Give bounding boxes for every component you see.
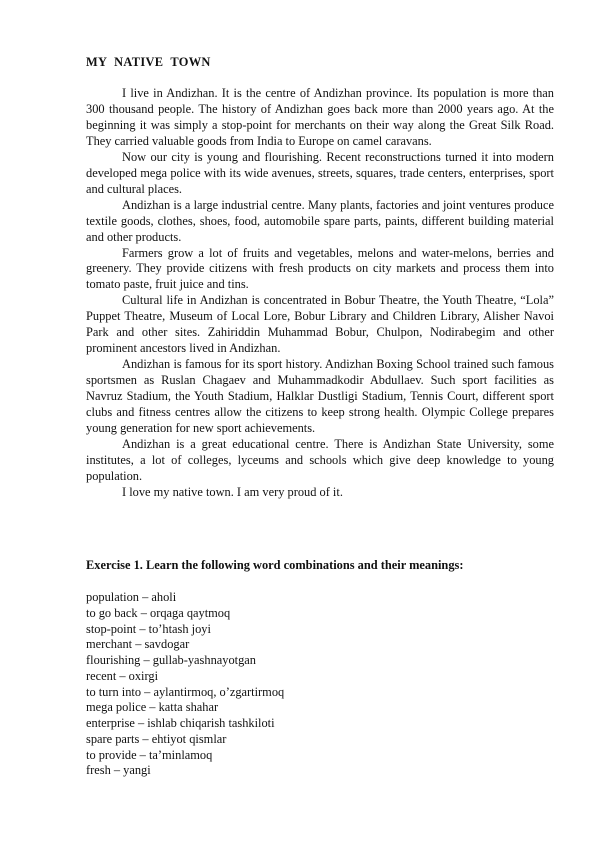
vocabulary-item: population – aholi: [86, 590, 177, 604]
vocabulary-item: spare parts – ehtiyot qismlar: [86, 731, 227, 746]
vocabulary-item: enterprise – ishlab chiqarish tashkiloti: [86, 716, 275, 730]
paragraph: Cultural life in Andizhan is concentrated in Bobur Theatre, the Youth Theatre, “Lola” Puppet Theatre, Museum of Local Lore, Bobur Library and Children Library, Alisher Navoi Park and other sites. Zahiriddin Muhammad Bobur, Chulpon, Nodirabegim and other prominent ancestors lived in Andizhan.: [86, 293, 554, 356]
paragraph: Now our city is young and flourishing. Recent reconstructions turned it into modern developed mega police with its wide avenues, streets, squares, trade centers, enterprises, sport and cultural places.: [86, 149, 554, 196]
paragraph: Andizhan is a great educational centre. There is Andizhan State University, some institutes, a lot of colleges, lyceums and schools which give deep knowledge to young population.: [86, 436, 554, 483]
vocabulary-item: flourishing – gullab-yashnayotgan: [86, 653, 256, 667]
paragraph: Andizhan is famous for its sport history. Andizhan Boxing School trained such famous sportsmen as Ruslan Chagaev and Muhammadkodir Abdullaev. Such sport facilities as Navruz Stadium, the Youth Stadium, Halklar Dustligi Stadium, Tennis Court, different sport clubs and fitness centres allow the citizens to keep strong health. Olympic College prepares young generation for new sport achievements.: [86, 357, 554, 436]
vocabulary-item: to go back – orqaga qaytmoq: [86, 605, 231, 620]
vocabulary-item: recent – oxirgi: [86, 668, 159, 683]
paragraph: Farmers grow a lot of fruits and vegetables, melons and water-melons, berries and greenery. They provide citizens with fresh products on city markets and process them into tomato paste, fruit juice and tins.: [86, 245, 554, 292]
paragraph: I love my native town. I am very proud of it.: [122, 484, 343, 499]
exercise-heading: Exercise 1. Learn the following word combinations and their meanings:: [86, 558, 464, 572]
vocabulary-item: to turn into – aylantirmoq, o’zgartirmoq: [86, 684, 285, 699]
page-title: MY NATIVE TOWN: [86, 55, 211, 69]
vocabulary-item: fresh – yangi: [86, 763, 151, 778]
article-body: [86, 86, 554, 501]
paragraph: Andizhan is a large industrial centre. Many plants, factories and joint ventures produce textile goods, clothes, shoes, food, automobile spare parts, paints, different building material and other products.: [86, 197, 554, 244]
vocabulary-item: stop-point – to’htash joyi: [86, 621, 211, 636]
vocabulary-item: mega police – katta shahar: [86, 700, 219, 715]
vocabulary-list: [86, 590, 554, 779]
paragraph: I live in Andizhan. It is the centre of Andizhan province. Its population is more than 300 thousand people. The history of Andizhan goes back more than 2000 years ago. At the beginning it was simply a stop-point for merchants on their way along the Great Silk Road. They carried valuable goods from India to Europe on camel caravans.: [86, 86, 554, 148]
vocabulary-item: merchant – savdogar: [86, 637, 190, 652]
vocabulary-item: to provide – ta’minlamoq: [86, 747, 213, 762]
